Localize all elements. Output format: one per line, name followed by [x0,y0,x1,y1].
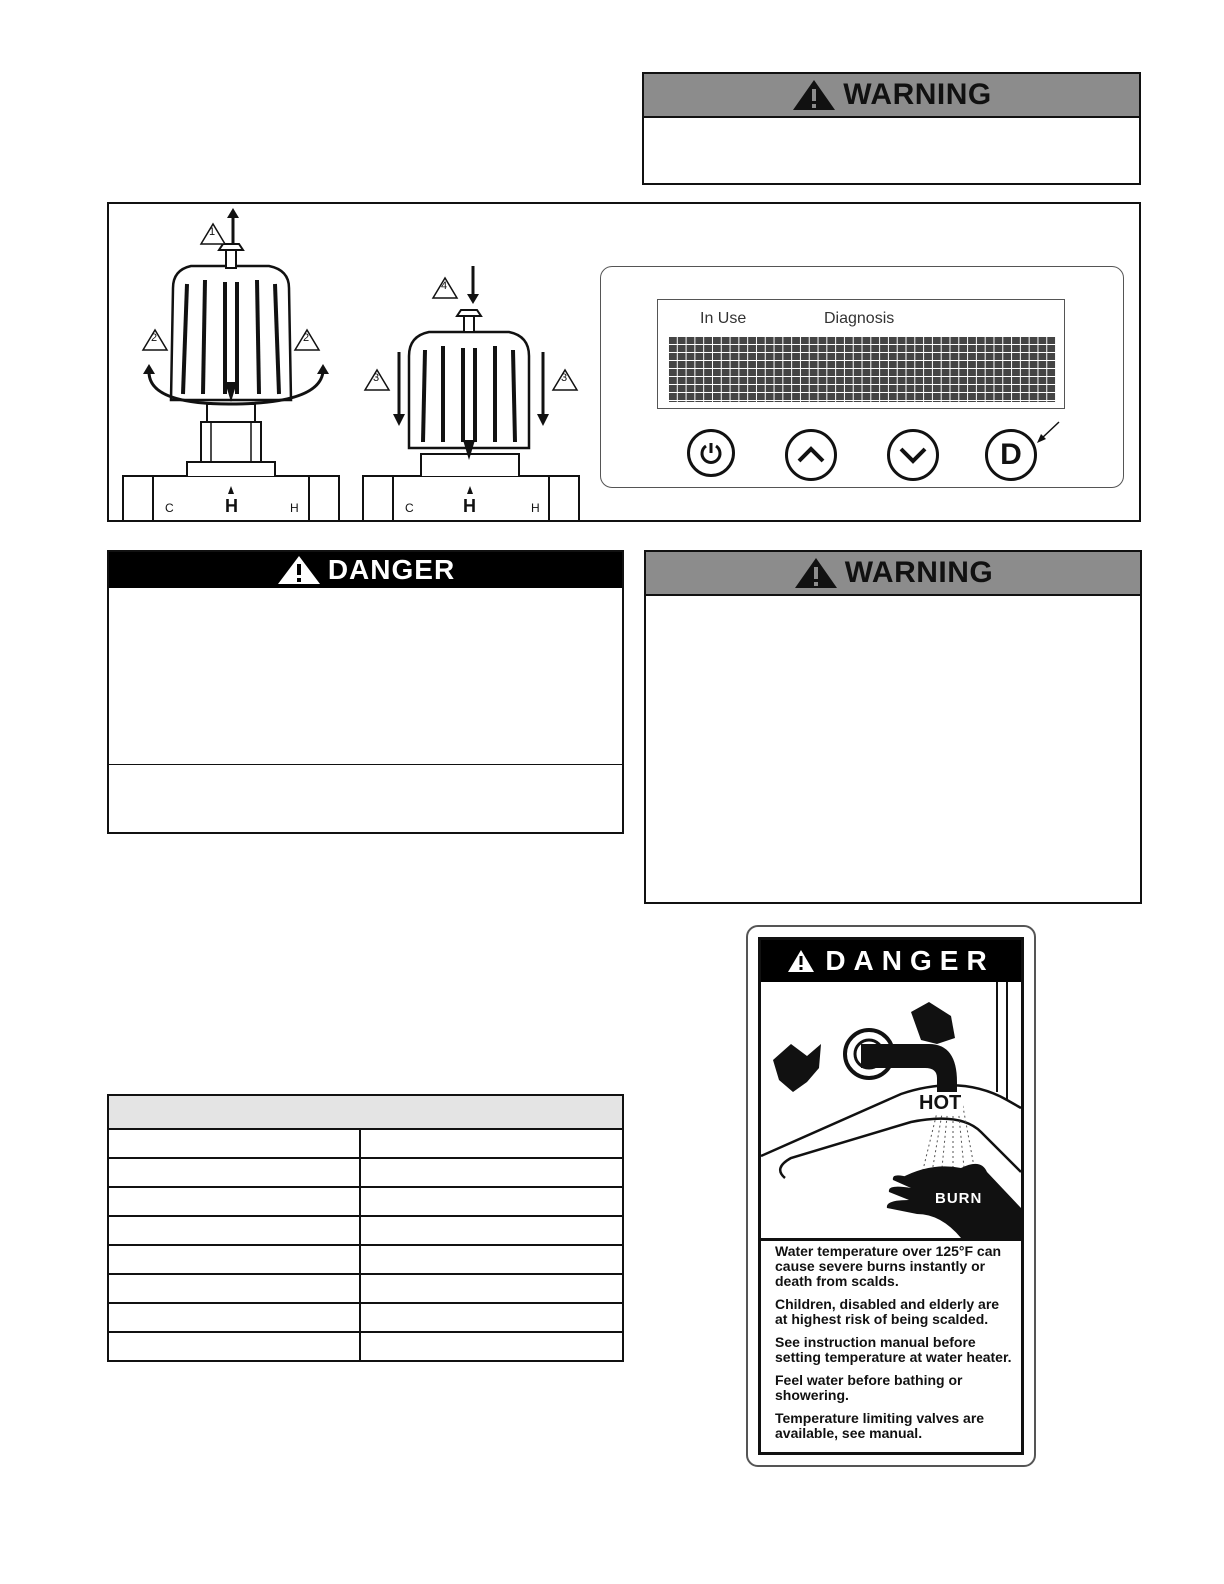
control-panel [600,266,1124,488]
diagnosis-button[interactable] [985,429,1037,481]
danger-label-text [775,1244,1015,1441]
valve-left-h: H [290,501,299,515]
danger-label-inner [758,937,1024,1455]
danger-label-header [761,940,1021,982]
danger-label-line-4: Feel water before bathing or showering. [775,1372,963,1403]
warning-box-top [642,72,1141,185]
lcd-dot-matrix [668,336,1056,402]
up-button[interactable] [785,429,837,481]
table-row-divider [109,1302,622,1304]
valve-right-h-big: H [463,496,476,516]
lcd-display [657,299,1065,409]
chevron-up-icon [796,445,826,465]
power-icon [698,440,724,466]
danger-title: DANGER [327,554,456,585]
valve-right-h: H [531,501,540,515]
mixing-valve-illustration [109,204,589,522]
step-1-number: 1 [209,226,216,238]
step-4-number: 4 [441,280,448,292]
power-button[interactable] [687,429,735,477]
step-3-number-left: 3 [373,372,380,384]
table-row-divider [109,1186,622,1188]
danger-divider [109,764,622,765]
temperature-table [107,1094,624,1362]
danger-header [109,552,622,588]
table-row-divider [109,1244,622,1246]
danger-box-left [107,550,624,834]
table-header [109,1096,622,1130]
table-row-divider [109,1157,622,1159]
table-row-divider [109,1215,622,1217]
danger-label-line-1: Water temperature over 125°F can cause severe burns instantly or death from scalds. [775,1243,1002,1289]
pointer-arrow-icon [1033,419,1063,449]
warning-box-right [644,550,1142,904]
danger-label-text-divider [761,1238,1021,1241]
warning-title-right: WARNING [844,556,994,589]
danger-label [746,925,1036,1467]
valve-right [363,266,579,522]
burn-label: BURN [935,1190,983,1207]
down-button[interactable] [887,429,939,481]
table-row-divider [109,1273,622,1275]
lcd-in-use-label: In Use [700,310,747,327]
danger-label-title: DANGER [825,945,995,976]
warning-triangle-icon [791,78,837,112]
step-3-number-right: 3 [561,372,568,384]
figure-box [107,202,1141,522]
valve-left-c: C [165,501,174,515]
lcd-diagnosis-label: Diagnosis [824,310,895,327]
danger-label-line-5: Temperature limiting valves are available, see manual. [775,1410,985,1441]
danger-triangle-icon [276,555,322,585]
valve-right-c: C [405,501,414,515]
step-2-number-right: 2 [303,332,310,344]
table-row-divider [109,1331,622,1333]
warning-header-right [646,552,1140,596]
warning-title: WARNING [843,78,992,111]
danger-label-triangle-icon [787,949,815,973]
step-2-number-left: 2 [151,332,158,344]
danger-label-line-3: See instruction manual before setting temperature at water heater. [775,1334,1012,1365]
valve-left [123,208,339,522]
warning-triangle-icon-right [793,556,839,590]
diagnosis-button-label: D [1000,438,1022,471]
chevron-down-icon [898,445,928,465]
hot-label: HOT [919,1092,962,1114]
valve-left-h-big: H [225,496,238,516]
danger-label-line-2: Children, disabled and elderly are at highest risk of being scalded. [775,1296,1000,1327]
warning-header [644,74,1139,118]
